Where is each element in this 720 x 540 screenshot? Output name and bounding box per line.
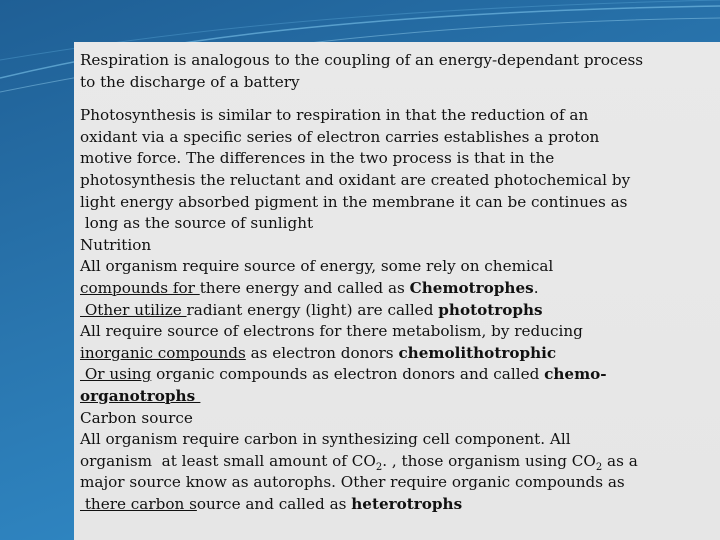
- intro-line: to the discharge of a battery: [80, 72, 300, 91]
- phototrophs-line: [80, 300, 710, 322]
- term-chemolithotrophic: chemolithotrophic: [398, 343, 557, 362]
- text-segment: as electron donors: [245, 343, 399, 362]
- text-line: All organism require carbon in synthesizing cell component. All: [80, 430, 571, 449]
- heterotrophs-line: [80, 494, 710, 516]
- text-segment: as a: [602, 451, 638, 470]
- term-chemo: chemo-: [544, 365, 607, 384]
- text-segment: radiant energy (light) are called: [186, 300, 439, 319]
- carbon-heading: Carbon source: [80, 408, 193, 427]
- chemo-organotrophs-line: [80, 364, 710, 386]
- underlined-text: Other utilize: [80, 300, 187, 319]
- text-segment: . , those organism using CO: [382, 451, 596, 470]
- text-line: Photosynthesis is similar to respiration in that the reduction of an: [80, 106, 589, 125]
- chemolithotrophic-line: [80, 343, 710, 365]
- slide-body: [80, 50, 710, 515]
- subscript: 2: [595, 461, 603, 473]
- underlined-text: there carbon s: [80, 494, 197, 513]
- text-line: motive force. The differences in the two process is that in the: [80, 149, 555, 168]
- text-line: All organism require source of energy, some rely on chemical: [80, 257, 554, 276]
- term-phototrophs: phototrophs: [438, 300, 543, 319]
- term-chemotrophes: Chemotrophes: [409, 278, 534, 297]
- text-line: light energy absorbed pigment in the membrane it can be continues as: [80, 192, 628, 211]
- organotrophs-line: [80, 386, 710, 408]
- text-line: All require source of electrons for there metabolism, by reducing: [80, 322, 583, 341]
- punctuation: .: [533, 278, 539, 297]
- underlined-text: there energy and called as: [199, 278, 410, 297]
- intro-line: Respiration is analogous to the coupling of an energy-dependant process: [80, 51, 644, 69]
- text-segment: ource and called as: [196, 494, 352, 513]
- chemotrophes-line: [80, 278, 710, 300]
- term-organotrophs: organotrophs: [80, 386, 201, 405]
- intro-paragraph: [80, 50, 710, 93]
- text-line: photosynthesis the reluctant and oxidant are created photochemical by: [80, 170, 631, 189]
- text-line: oxidant via a specific series of electron carries establishes a proton: [80, 127, 600, 146]
- nutrition-heading: Nutrition: [80, 235, 152, 254]
- co2-line: [80, 451, 710, 473]
- underlined-text: inorganic compounds: [80, 343, 246, 362]
- photosynthesis-paragraph: [80, 105, 710, 515]
- text-line: major source know as autorophs. Other require organic compounds as: [80, 473, 625, 492]
- subscript: 2: [375, 461, 383, 473]
- underlined-text: compounds for: [80, 278, 200, 297]
- text-segment: organic compounds as electron donors and called: [151, 365, 545, 384]
- text-segment: organism at least small amount of CO: [80, 451, 376, 470]
- underlined-text: Or using: [80, 365, 152, 384]
- term-heterotrophs: heterotrophs: [351, 494, 463, 513]
- text-line: long as the source of sunlight: [80, 214, 314, 233]
